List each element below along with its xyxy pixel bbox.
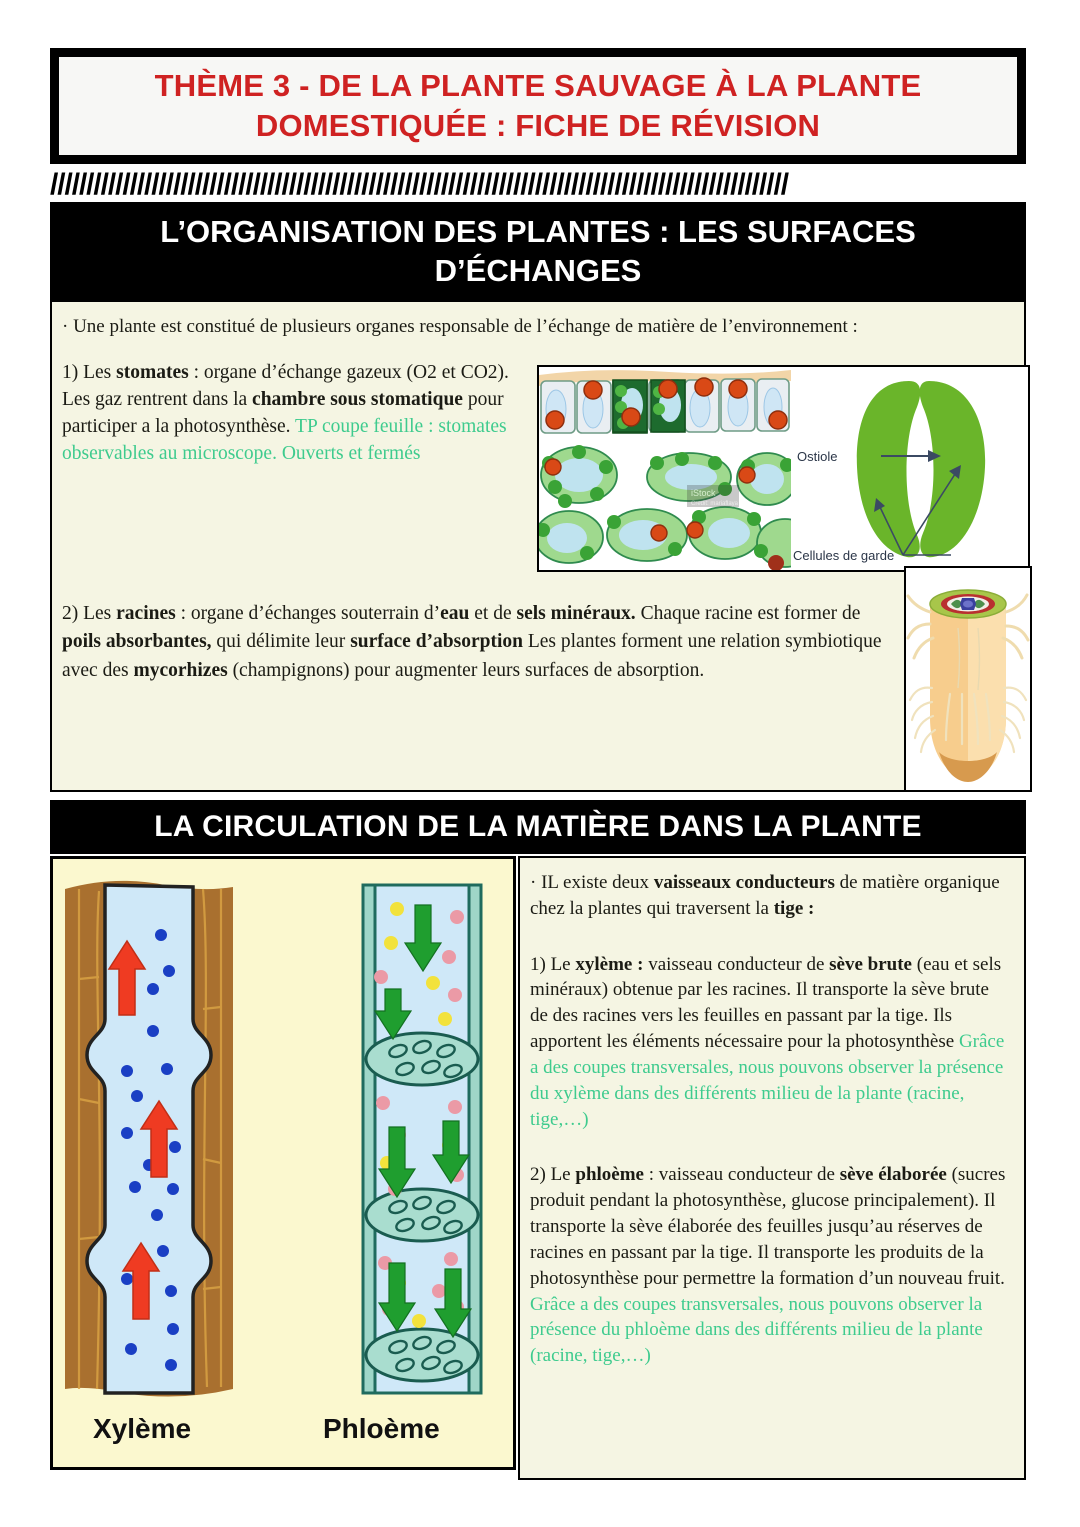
stomates-green-note: TP coupe feuille : stomates observables au microscope. Ouverts et fermés: [62, 415, 507, 464]
phloeme-t2: (sucres produit pendant la photosynthèse, glucose principalement). Il transporte la sève élaborée des feuilles jusqu’au réserves de racines en passant par la tige. Il transporte les produits de la photosynthèse pour permettre la formation d’un nouveau fruit.: [530, 1164, 1006, 1289]
stomates-mid1: : organe d’échange gazeux (O2 et CO2). Les gaz rentrent dans la: [62, 362, 509, 410]
xyleme-term2: sève brute: [829, 953, 912, 975]
racines-t4: qui délimite leur: [211, 631, 351, 653]
section-2-title: LA CIRCULATION DE LA MATIÈRE DANS LA PLANTE: [154, 810, 922, 843]
phloeme-lead: 2) Le: [530, 1164, 576, 1186]
paragraph-xyleme: [530, 952, 1010, 1133]
phloeme-vessel: [363, 885, 481, 1393]
racines-t5: Les plantes forment une relation symbiotique avec des: [62, 631, 882, 681]
phloeme-term: phloème: [575, 1164, 644, 1186]
phloeme-t1: : vaisseau conducteur de: [643, 1164, 840, 1186]
vessels-intro-term2: tige :: [773, 897, 815, 919]
root-tip-image: [904, 566, 1032, 792]
section-1-intro: · Une plante est constitué de plusieurs organes responsable de l’échange de matière de l’environnement :: [62, 316, 858, 337]
xyleme-t1: vaisseau conducteur de: [643, 953, 830, 975]
leaf-cross-section-svg: [539, 367, 791, 570]
racines-term4: poils absorbantes,: [62, 631, 212, 653]
xyleme-t2: (eau et sels minéraux) obtenue par les racines. Il transporte la sève brute de des racines vers les feuilles en passant par la tige. Ils apportent les éléments nécessaire pour la photosynthèse: [530, 953, 1002, 1053]
guard-cells-label: Cellules de garde: [793, 548, 895, 563]
racines-term5: surface d’absorption: [350, 631, 523, 653]
paragraph-racines: [62, 600, 892, 685]
stomates-term2: chambre sous stomatique: [252, 388, 463, 410]
section-1-body: [50, 302, 1026, 792]
svg-text:iStock: iStock: [691, 488, 716, 498]
stomates-mid2: pour participer a la photosynthèse.: [62, 388, 504, 437]
section-2-text-panel: [518, 856, 1026, 1480]
racines-lead: 2) Les: [62, 603, 117, 624]
stomate-diagram-image: [791, 365, 1030, 572]
vessels-intro-term1: vaisseaux conducteurs: [653, 872, 835, 893]
vessel-figure-panel: [50, 856, 516, 1470]
xyleme-lead: 1) Le: [530, 953, 576, 975]
section-1-header: [50, 202, 1026, 302]
vessels-intro-t2: de matière organique chez la plantes qui traversent la: [530, 872, 1000, 919]
racines-t1: : organe d’échanges souterrain d’: [175, 603, 441, 624]
paragraph-phloeme: [530, 1162, 1010, 1369]
paragraph-stomates: [62, 360, 532, 468]
xyleme-label: Xylème: [93, 1413, 192, 1444]
vessels-intro: [530, 870, 1010, 922]
racines-term6: mycorhizes: [133, 659, 228, 681]
xyleme-vessel: [65, 881, 233, 1397]
section-2-header: [50, 800, 1026, 854]
section-1-title: L’ORGANISATION DES PLANTES : LES SURFACES D’ÉCHANGES: [160, 214, 916, 288]
stomates-term: stomates: [116, 362, 189, 383]
page-title: THÈME 3 - DE LA PLANTE SAUVAGE À LA PLANTE DOMESTIQUÉE : FICHE DE RÉVISION: [154, 68, 922, 143]
xyleme-green-note: Grâce a des coupes transversales, nous pouvons observer la présence du xylème dans des différents milieu de la plante (racine, tige,…): [530, 1031, 1005, 1130]
phloeme-label: Phloème: [323, 1413, 440, 1444]
leaf-cross-section-image: [537, 365, 793, 572]
racines-t2: et de: [469, 603, 517, 624]
xyleme-term: xylème :: [575, 953, 644, 975]
root-tip-svg: [906, 568, 1030, 790]
title-banner: [50, 48, 1026, 164]
vessels-intro-t1: · IL existe deux: [530, 872, 654, 893]
racines-term2: eau: [440, 603, 470, 624]
stomates-lead: 1) Les: [62, 362, 117, 383]
racines-t6: (champignons) pour augmenter leurs surfaces de absorption.: [227, 659, 705, 681]
stomate-svg: [791, 367, 1028, 570]
racines-t3: Chaque racine est former de: [635, 603, 861, 624]
phloeme-green-note: Grâce a des coupes transversales, nous pouvons observer la présence du phloème dans des différents milieu de la plante (racine, tige,…): [530, 1293, 983, 1367]
svg-text:Credit: mariaflaya: Credit: mariaflaya: [691, 501, 739, 507]
ostiole-label: Ostiole: [797, 449, 838, 464]
xyleme-phloeme-svg: [53, 859, 513, 1467]
racines-term3: sels minéraux.: [516, 603, 636, 624]
racines-term: racines: [116, 603, 176, 624]
hatched-divider: //////////////////////////////////////////////////////////////////////////////////////////////////////: [50, 172, 788, 198]
phloeme-term2: sève élaborée: [839, 1164, 947, 1186]
